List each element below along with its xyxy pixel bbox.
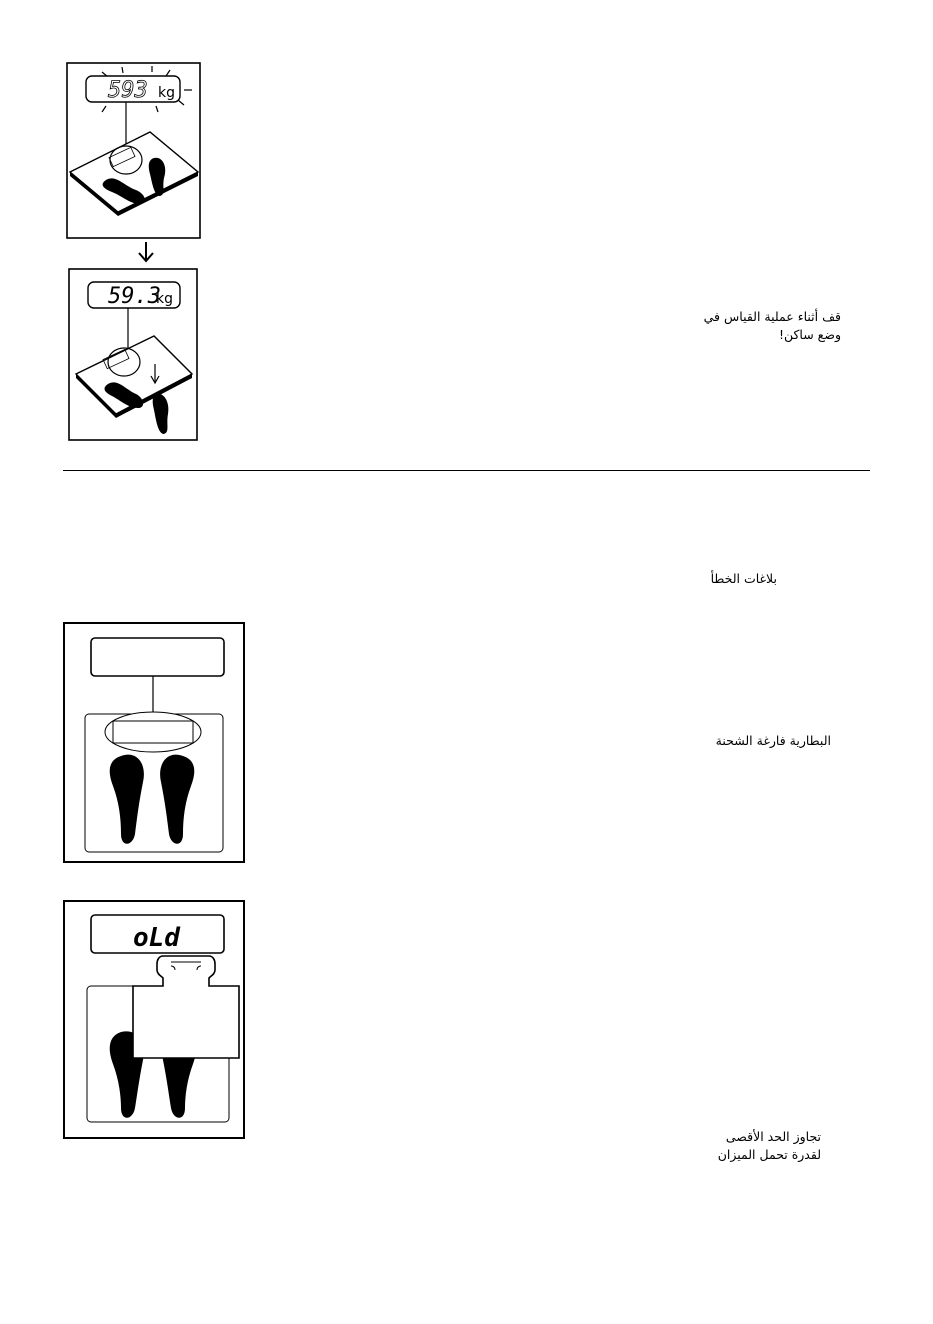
lcd-unit: kg xyxy=(156,291,173,307)
caption-line: قف أثناء عملية القياس في xyxy=(703,309,841,324)
caption-stand-still xyxy=(621,308,841,344)
label-line: لقدرة تحمل الميزان xyxy=(717,1147,821,1162)
figure-overload xyxy=(63,900,246,1140)
caption-line: وضع ساكن! xyxy=(778,327,841,342)
lcd-display-blank xyxy=(91,638,224,676)
error-overload-label xyxy=(601,1128,821,1164)
figure-stable-display xyxy=(68,268,199,442)
section-title: بلاغات الخطأ xyxy=(710,571,777,586)
lcd-reading-blinking: 593 xyxy=(108,78,148,103)
arrow-down-icon xyxy=(136,240,156,264)
figure-blinking-display xyxy=(66,62,202,240)
error-battery-label: البطارية فارغة الشحنة xyxy=(715,733,831,748)
lcd-reading-stable: 59.3 xyxy=(108,284,161,309)
label-line: تجاوز الحد الأقصى xyxy=(725,1129,821,1144)
section-divider xyxy=(63,470,870,471)
lcd-reading-overload: oLd xyxy=(133,923,180,953)
lcd-unit: kg xyxy=(158,85,175,101)
figure-battery-empty xyxy=(63,622,246,864)
